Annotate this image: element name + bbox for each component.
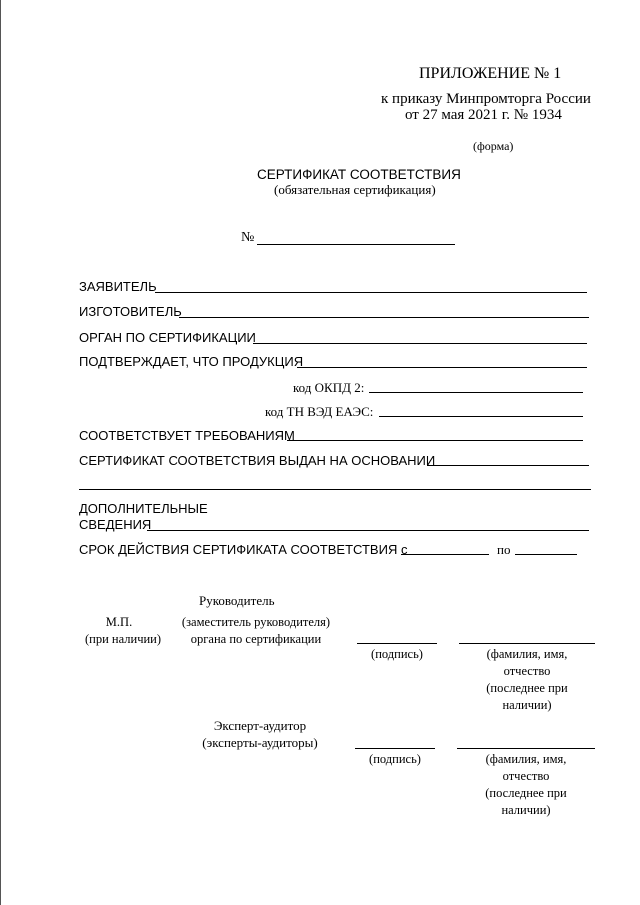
order-reference-line2: от 27 мая 2021 г. № 1934 xyxy=(405,107,562,123)
certificate-title: СЕРТИФИКАТ СООТВЕТСТВИЯ xyxy=(257,167,461,182)
manufacturer-line xyxy=(179,317,589,318)
head-name-caption-line4: наличии) xyxy=(502,698,552,712)
applicant-label: ЗАЯВИТЕЛЬ xyxy=(79,279,157,294)
appendix-title: ПРИЛОЖЕНИЕ № 1 xyxy=(419,65,562,82)
confirms-product-line xyxy=(297,367,587,368)
head-name-caption-line3: (последнее при xyxy=(486,681,568,695)
head-name-caption-line2: отчество xyxy=(503,664,551,678)
head-name-caption-line1: (фамилия, имя, xyxy=(486,647,568,661)
validity-label: СРОК ДЕЙСТВИЯ СЕРТИФИКАТА СООТВЕТСТВИЯ с xyxy=(79,542,408,557)
validity-from-line xyxy=(401,554,489,555)
certificate-subtitle: (обязательная сертификация) xyxy=(274,182,436,197)
deputy-label xyxy=(175,614,337,648)
head-label: Руководитель xyxy=(199,593,275,608)
head-signature-caption: (подпись) xyxy=(371,647,423,661)
certificate-number-line xyxy=(257,244,455,245)
complies-line xyxy=(287,440,583,441)
deputy-line2: органа по сертификации xyxy=(190,632,322,646)
validity-to-label: по xyxy=(497,542,511,557)
additional-info-label-line2: СВЕДЕНИЯ xyxy=(79,517,152,532)
expert-name-caption xyxy=(457,751,595,819)
expert-name-caption-line4: наличии) xyxy=(501,803,551,817)
tnved-code-line xyxy=(379,416,583,417)
okpd-code-label: код ОКПД 2: xyxy=(293,380,365,395)
confirms-product-label: ПОДТВЕРЖДАЕТ, ЧТО ПРОДУКЦИЯ xyxy=(79,354,304,369)
expert-label xyxy=(187,717,333,751)
additional-info-label-line1: ДОПОЛНИТЕЛЬНЫЕ xyxy=(79,501,208,516)
expert-name-line xyxy=(457,748,595,749)
expert-signature-line xyxy=(355,748,435,749)
certificate-number-label: № xyxy=(241,230,255,245)
expert-line1: Эксперт-аудитор xyxy=(213,718,307,733)
certification-body-line xyxy=(253,343,587,344)
stamp-label xyxy=(85,614,162,648)
certification-body-label: ОРГАН ПО СЕРТИФИКАЦИИ xyxy=(79,330,256,345)
expert-name-caption-line2: отчество xyxy=(502,769,550,783)
expert-name-caption-line1: (фамилия, имя, xyxy=(485,752,567,766)
issued-basis-line xyxy=(427,465,589,466)
issued-basis-continuation-line xyxy=(79,489,591,490)
issued-basis-label: СЕРТИФИКАТ СООТВЕТСТВИЯ ВЫДАН НА ОСНОВАНИИ xyxy=(79,453,436,468)
stamp-line2: (при наличии) xyxy=(85,632,162,646)
head-signature-line xyxy=(357,643,437,644)
expert-signature-caption: (подпись) xyxy=(369,752,421,766)
additional-info-line xyxy=(147,530,589,531)
deputy-line1: (заместитель руководителя) xyxy=(181,615,331,629)
expert-line2: (эксперты-аудиторы) xyxy=(202,735,318,750)
expert-name-caption-line3: (последнее при xyxy=(485,786,567,800)
complies-label: СООТВЕТСТВУЕТ ТРЕБОВАНИЯМ xyxy=(79,428,295,443)
applicant-line xyxy=(155,292,587,293)
head-name-caption xyxy=(459,646,595,714)
form-note: (форма) xyxy=(473,139,514,153)
stamp-line1: М.П. xyxy=(105,615,133,629)
manufacturer-label: ИЗГОТОВИТЕЛЬ xyxy=(79,304,182,319)
okpd-code-line xyxy=(369,392,583,393)
tnved-code-label: код ТН ВЭД ЕАЭС: xyxy=(265,404,374,419)
order-reference-line1: к приказу Минпромторга России xyxy=(381,91,591,107)
validity-to-line xyxy=(515,554,577,555)
head-name-line xyxy=(459,643,595,644)
